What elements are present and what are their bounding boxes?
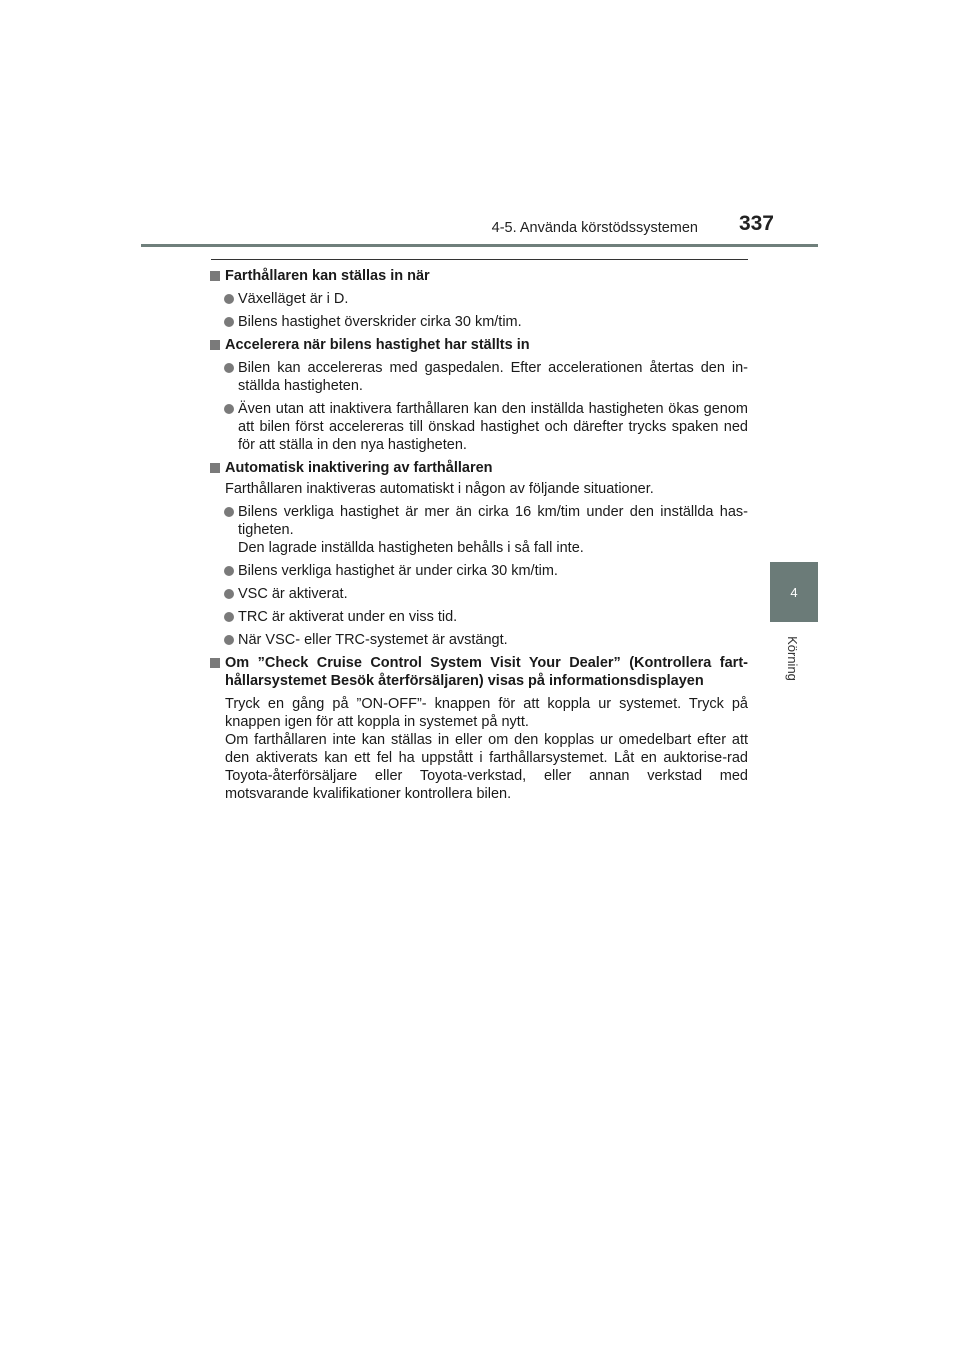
list-item <box>210 359 748 395</box>
list-item-text: Bilens verkliga hastighet är under cirka 30 km/tim. <box>238 563 558 579</box>
list-item-text: Även utan att inaktivera farthållaren kan den inställda hastigheten ökas genom att bilen först accelereras till önskad hastighet och därefter trycks spaken ned för att ställa in den nya hastigheten. <box>238 401 748 453</box>
round-bullet-icon <box>224 404 234 414</box>
round-bullet-icon <box>224 317 234 327</box>
list-item <box>210 503 748 557</box>
list-item <box>210 290 748 308</box>
chapter-label-text: Körning <box>784 635 800 681</box>
paragraph: Om farthållaren inte kan ställas in eller om den kopplas ur omedelbart efter att den aktiverats kan ett fel ha uppstått i farthållarsystemet. Låt en auktorise-rad Toyota-återförsäljare eller Toyota-verkstad, eller annan verkstad med motsvarande kvalifikationer kontrollera bilen. <box>225 732 748 802</box>
list-item-text: När VSC- eller TRC-systemet är avstängt. <box>238 632 508 648</box>
heading-text: Accelerera när bilens hastighet har ställts in <box>225 337 530 353</box>
section-heading <box>210 267 748 285</box>
heading-text: Om ”Check Cruise Control System Visit Your Dealer” (Kontrollera fart-hållarsystemet Besök återförsäljaren) visas på informationsdisplayen <box>225 655 748 689</box>
round-bullet-icon <box>224 566 234 576</box>
round-bullet-icon <box>224 612 234 622</box>
section-title: 4-5. Använda körstödssystemen <box>491 220 698 236</box>
square-bullet-icon <box>210 463 220 473</box>
content-divider <box>211 259 748 260</box>
heading-text: Farthållaren kan ställas in när <box>225 268 430 284</box>
round-bullet-icon <box>224 507 234 517</box>
section-heading <box>210 654 748 690</box>
square-bullet-icon <box>210 340 220 350</box>
paragraph: Tryck en gång på ”ON-OFF”- knappen för att koppla ur systemet. Tryck på knappen igen för att koppla in systemet på nytt. <box>225 696 748 730</box>
list-item <box>210 400 748 454</box>
list-item <box>210 608 748 626</box>
list-item-text: Bilens hastighet överskrider cirka 30 km/tim. <box>238 314 522 330</box>
page-number: 337 <box>738 212 774 235</box>
section-heading <box>210 336 748 354</box>
list-item-text: VSC är aktiverat. <box>238 586 348 602</box>
list-item <box>210 585 748 603</box>
list-item-text: Bilen kan accelereras med gaspedalen. Efter accelerationen återtas den in-ställda hastigheten. <box>238 360 748 394</box>
list-item-note: Den lagrade inställda hastigheten behålls i så fall inte. <box>238 540 584 556</box>
round-bullet-icon <box>224 635 234 645</box>
round-bullet-icon <box>224 294 234 304</box>
list-item <box>210 631 748 649</box>
section-heading <box>210 459 748 477</box>
square-bullet-icon <box>210 658 220 668</box>
list-item-text: TRC är aktiverat under en viss tid. <box>238 609 458 625</box>
list-item <box>210 562 748 580</box>
page-content <box>210 265 748 803</box>
heading-text: Automatisk inaktivering av farthållaren <box>225 460 493 476</box>
chapter-number: 4 <box>790 584 798 600</box>
square-bullet-icon <box>210 271 220 281</box>
round-bullet-icon <box>224 589 234 599</box>
header-divider <box>141 244 818 247</box>
chapter-label <box>778 628 806 688</box>
list-item <box>210 313 748 331</box>
list-item-text: Bilens verkliga hastighet är mer än cirka 16 km/tim under den inställda has-tigheten. <box>238 504 748 538</box>
list-item-text: Växelläget är i D. <box>238 291 349 307</box>
round-bullet-icon <box>224 363 234 373</box>
chapter-tab <box>770 562 818 622</box>
section-intro: Farthållaren inaktiveras automatiskt i någon av följande situationer. <box>225 481 654 497</box>
